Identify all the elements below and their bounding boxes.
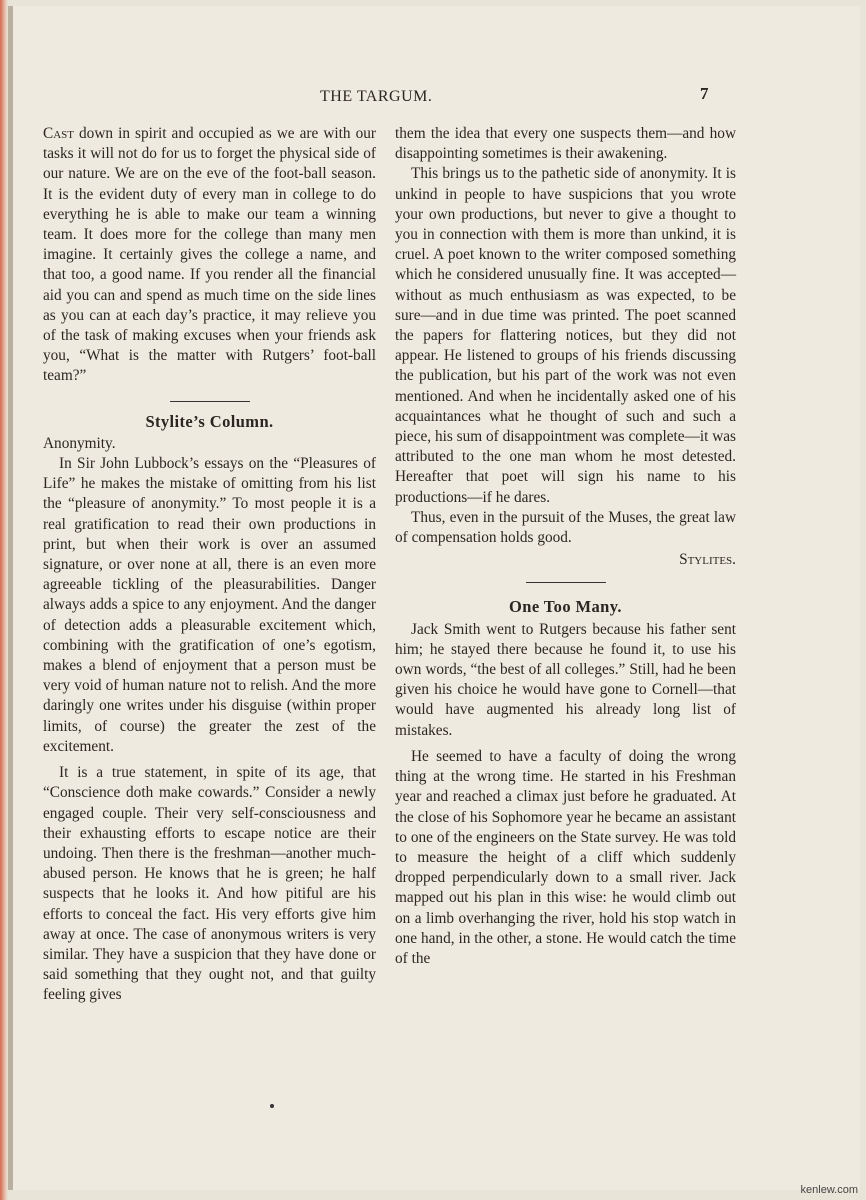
page-number: 7: [700, 84, 709, 103]
running-header: THE TARGUM.: [320, 88, 433, 105]
section-title-stylites-column: Stylite’s Column.: [145, 411, 274, 431]
story-paragraph: Jack Smith went to Rutgers because his father sent him; he stayed there because he found it, to use his own words, “the best of all colleges.” Still, had he been given his choice he would have gone to Cornell—that would have augmented his already long list of mistakes.: [395, 620, 736, 739]
author-signature: Stylites.: [679, 551, 736, 569]
section-divider: [170, 401, 250, 402]
drop-lead-word: Cast: [43, 125, 74, 142]
ink-speck: [270, 1104, 274, 1108]
continued-paragraph: them the idea that every one suspects them—and how disappointing sometimes is their awakening.: [395, 125, 736, 163]
story-paragraph: He seemed to have a faculty of doing the wrong thing at the wrong time. He started in his Freshman year and reached a climax just before he graduated. At the close of his Sophomore year he became an assistant to one of the engineers on the State survey. He was told to measure the height of a cliff which suddenly dropped perpendicularly down to a small river. Jack mapped out his plan in this wise: he would climb out on a limb overhanging the river, hold his stop watch in one hand, in the other, a stone. He would catch the time of the: [395, 747, 736, 967]
article-paragraph: Thus, even in the pursuit of the Muses, the great law of compensation holds good.: [395, 508, 736, 547]
editorial-text: down in spirit and occupied as we are with our tasks it will not do for us to forget the physical side of our nature. We are on the eve of the foot-ball season. It is the evident duty of every man in college to do everything he is able to make our team a winning team. It does more for the college than many men imagine. It certainly gives the college a name, and that too, a good name. If you render all the financial aid you can and spend as much time on the side lines as you can at each day’s practice, it may relieve you of the task of making excuses when your friends ask you, “What is the matter with Rutgers’ foot-ball team?”: [43, 125, 376, 385]
article-paragraph: This brings us to the pathetic side of anonymity. It is unkind in people to have suspicions that you wrote your own productions, but never to give a thought to you in connection with them is more than unkind, it is cruel. A poet known to the writer composed something which he considered unusually fine. It was accepted—without as much enthusiasm as was expected, to be sure—and in due time was printed. The poet scanned the papers for flattering notices, but they did not appear. He listened to groups of his friends discussing the publication, but his part of the work was not even mentioned. And when he incidentally asked one of his acquaintances what he thought of such and such a piece, his sum of disappointment was complete—it was attributed to the one man whom he most detested. Hereafter that poet will sign his name to his productions—if he dares.: [395, 165, 736, 506]
section-title-one-too-many: One Too Many.: [509, 597, 622, 617]
article-paragraph: It is a true statement, in spite of its age, that “Conscience doth make cowards.” Consider a newly engaged couple. Their very self-consciousness and their exhausting efforts to escape notice are their undoing. Then there is the freshman—another much-abused person. He knows that he is green; he half suspects that he looks it. And how pitiful are his efforts to conceal the fact. His very efforts give him away at once. The case of anonymous writers is very similar. They have a suspicion that they have done or said something that they ought not, and that guilty feeling gives: [43, 764, 376, 1004]
section-divider: [526, 582, 606, 583]
binding-edge: [0, 0, 8, 1200]
section-subtitle: Anonymity.: [43, 434, 116, 452]
left-column: [43, 124, 376, 1006]
editorial-paragraph: [43, 124, 376, 387]
right-column: [395, 124, 736, 969]
article-paragraph: In Sir John Lubbock’s essays on the “Pleasures of Life” he makes the mistake of omitting from his list the “pleasure of anonymity.” To most people it is a real gratification to read their own productions in print, but when their work is over an assumed signature, or over none at all, there is an even more agreeable tickling of the pleasurabilities. Danger always adds a spice to any enjoyment. And the danger of detection adds a pleasurable excitement which, combining with the gratification of one’s egotism, makes a blend of enjoyment that a person must be very void of human nature not to relish. And the more daringly one writes under his disguise (within proper limits, of course) the greater the zest of the excitement.: [43, 455, 376, 755]
watermark-credit: kenlew.com: [800, 1184, 858, 1196]
